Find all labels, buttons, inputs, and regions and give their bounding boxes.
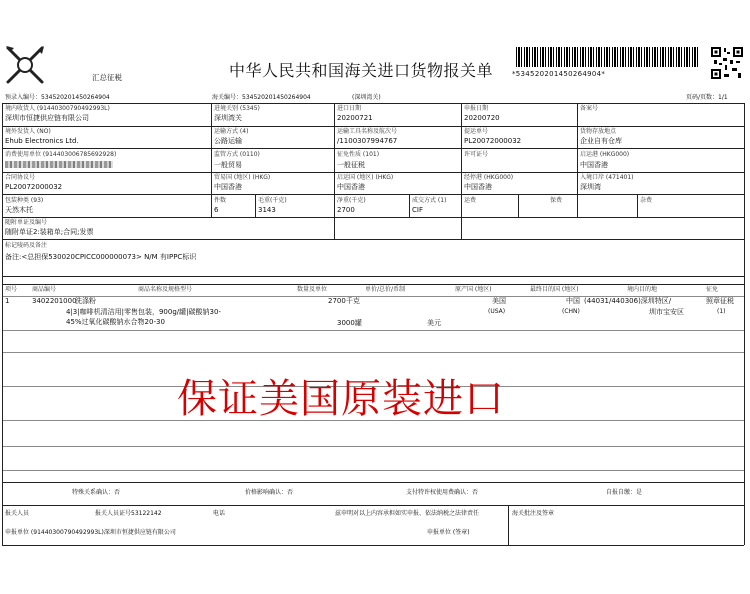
terms-label: 成交方式 (1) [412,197,447,204]
item-name: 洗涤粉 [75,297,96,305]
overseas-value: Ehub Electronics Ltd. [5,137,79,145]
col-price: 单价/总价/币制 [365,286,406,293]
levy-label: 征免性质 (101) [337,151,380,158]
bill-value: PL20072000032 [464,137,522,145]
net-value: 2700 [337,206,355,214]
supervision-value: 一般贸易 [214,161,242,169]
freight-label: 运费 [464,197,477,204]
supervision-label: 监管方式 (0110) [214,151,260,158]
storage-label: 货物存放地点 [580,128,617,135]
contract-value: PL20072000032 [5,183,63,191]
trade-country-value: 中国香港 [214,183,242,191]
terms-value: CIF [412,206,423,214]
pack-value: 天然木托 [5,206,33,214]
item-code: 3402201000 [32,297,77,305]
docs-value: 随附单证2:装箱单;合同;发票 [5,228,94,236]
barcode-text: *534520201450264904* [512,70,606,78]
transit-value: 中国香港 [464,183,492,191]
item-district2: 圳市宝安区 [649,308,684,316]
col-no: 项号 [5,286,18,293]
record-label: 备案号 [580,105,599,112]
origin-country-value: 中国香港 [337,183,365,191]
transport-label: 运输方式 (4) [214,128,249,135]
consumer-label: 消费使用单位 (914403006785692928) [5,151,117,158]
summary-tax-label: 汇总征税 [92,73,122,82]
customs-number: 海关编号：534520201450264904 [212,94,311,101]
item-qty1: 2700千克 [328,297,360,305]
declaring-unit: 申报单位 (91440300790492993L)深圳市恒捷供应链有限公司 [5,529,176,536]
special-relation-confirm: 特殊关系确认：否 [72,489,121,496]
declarer-label: 报关人员 [5,510,30,517]
item-currency: 美元 [427,319,441,327]
pre-entry-label: 预录入编号：534520201450264904 [5,94,110,101]
item-dest: 中国 [566,297,580,305]
item-district1: (44031/440306)深圳特区/ [584,297,672,305]
docs-label: 随附单证及编号 [5,219,48,226]
pack-label: 包装种类 (93) [5,197,44,204]
page-count: 页码/页数：1/1 [686,94,728,101]
misc-label: 杂费 [640,197,653,204]
col-code: 商品编号 [32,286,57,293]
item-no: 1 [5,297,10,305]
col-name: 商品名称及规格型号 [138,286,193,293]
item-spec-line2: 45%过氧化碳酸钠水合物20-30 [66,318,165,326]
declaration-statement: 兹申明对以上内容承担如实申报、依法纳税之法律责任 [335,510,480,517]
transit-label: 经停港 (HKG000) [464,174,514,181]
barcode [516,47,698,67]
insurance-label: 保费 [550,197,563,204]
consumer-redacted [5,161,113,168]
customs-office: (深圳湾关) [352,94,381,101]
phone-label: 电话 [213,510,226,517]
gross-label: 毛重(千克) [258,197,287,204]
item-levy1: 照章征税 [706,297,734,305]
declarer-cert: 报关人员证号53122142 [95,510,162,517]
vehicle-value: /1100307994767 [337,137,398,145]
departure-value: 中国香港 [580,161,608,169]
entry-port-label: 进境关别 (5345) [214,105,260,112]
item-dest-code: (CHN) [562,308,580,315]
page-title: 中华人民共和国海关进口货物报关单 [229,61,494,80]
departure-label: 启运港 (HKG000) [580,151,630,158]
gross-value: 3143 [258,206,276,214]
item-qty2: 3000罐 [337,319,362,327]
storage-value: 企业自有仓库 [580,137,622,145]
overseas-label: 境外发货人 (NO) [5,128,51,135]
item-origin: 美国 [492,297,506,305]
col-levy: 征免 [706,286,719,293]
pieces-label: 件数 [214,197,227,204]
item-levy2: (1) [717,308,726,315]
entry-label: 入境口岸 (471401) [580,174,634,181]
pieces-value: 6 [214,206,219,214]
license-label: 许可证号 [464,151,489,158]
declare-date-value: 20200720 [464,114,500,122]
customs-annotation-label: 海关批注及签章 [512,510,555,517]
contract-label: 合同协议号 [5,174,36,181]
price-effect-confirm: 价格影响确认：否 [245,489,294,496]
col-qty: 数量及单位 [297,286,328,293]
item-origin-code: (USA) [488,308,506,315]
trade-country-label: 贸易国 (地区) (HKG) [214,174,271,181]
pre-entry-number: 534520201450264904 [41,94,110,101]
self-declare-confirm: 自报自缴：是 [606,489,643,496]
consignee-value: 深圳市恒捷供应链有限公司 [5,114,89,122]
col-district: 境内目的地 [627,286,658,293]
remark-value: 备注:<总担保530020CPICC000000073> N/M 有IPPC标识 [5,253,197,261]
entry-port-value: 深圳湾关 [214,114,242,122]
import-date-label: 进口日期 [337,105,362,112]
origin-country-label: 启运国 (地区) (HKG) [337,174,394,181]
vehicle-label: 运输工具名称及航次号 [337,128,398,135]
import-date-value: 20200721 [337,114,373,122]
marks-label: 标记唛码及备注 [5,242,48,249]
consignee-label: 境内收货人 (91440300790492993L) [5,105,110,112]
item-spec-line1: 4|3|咖啡机清洁用|零售包装，900g/罐|碳酸钠30- [66,308,221,316]
levy-value: 一般征税 [337,161,365,169]
declaring-unit-seal: 申报单位 (签章) [427,529,470,536]
entry-value: 深圳湾 [580,183,601,191]
transport-value: 公路运输 [214,137,242,145]
bill-label: 提运单号 [464,128,489,135]
royalty-confirm: 支付特许权使用费确认：否 [406,489,479,496]
col-dest: 最终目的国 (地区) [530,286,579,293]
net-label: 净重(千克) [337,197,366,204]
guarantee-stamp-text: 保证美国原装进口 [177,376,505,422]
col-origin: 原产国 (地区) [455,286,492,293]
qr-code-icon [710,46,744,80]
declare-date-label: 申报日期 [464,105,489,112]
customs-emblem-icon [4,44,50,86]
